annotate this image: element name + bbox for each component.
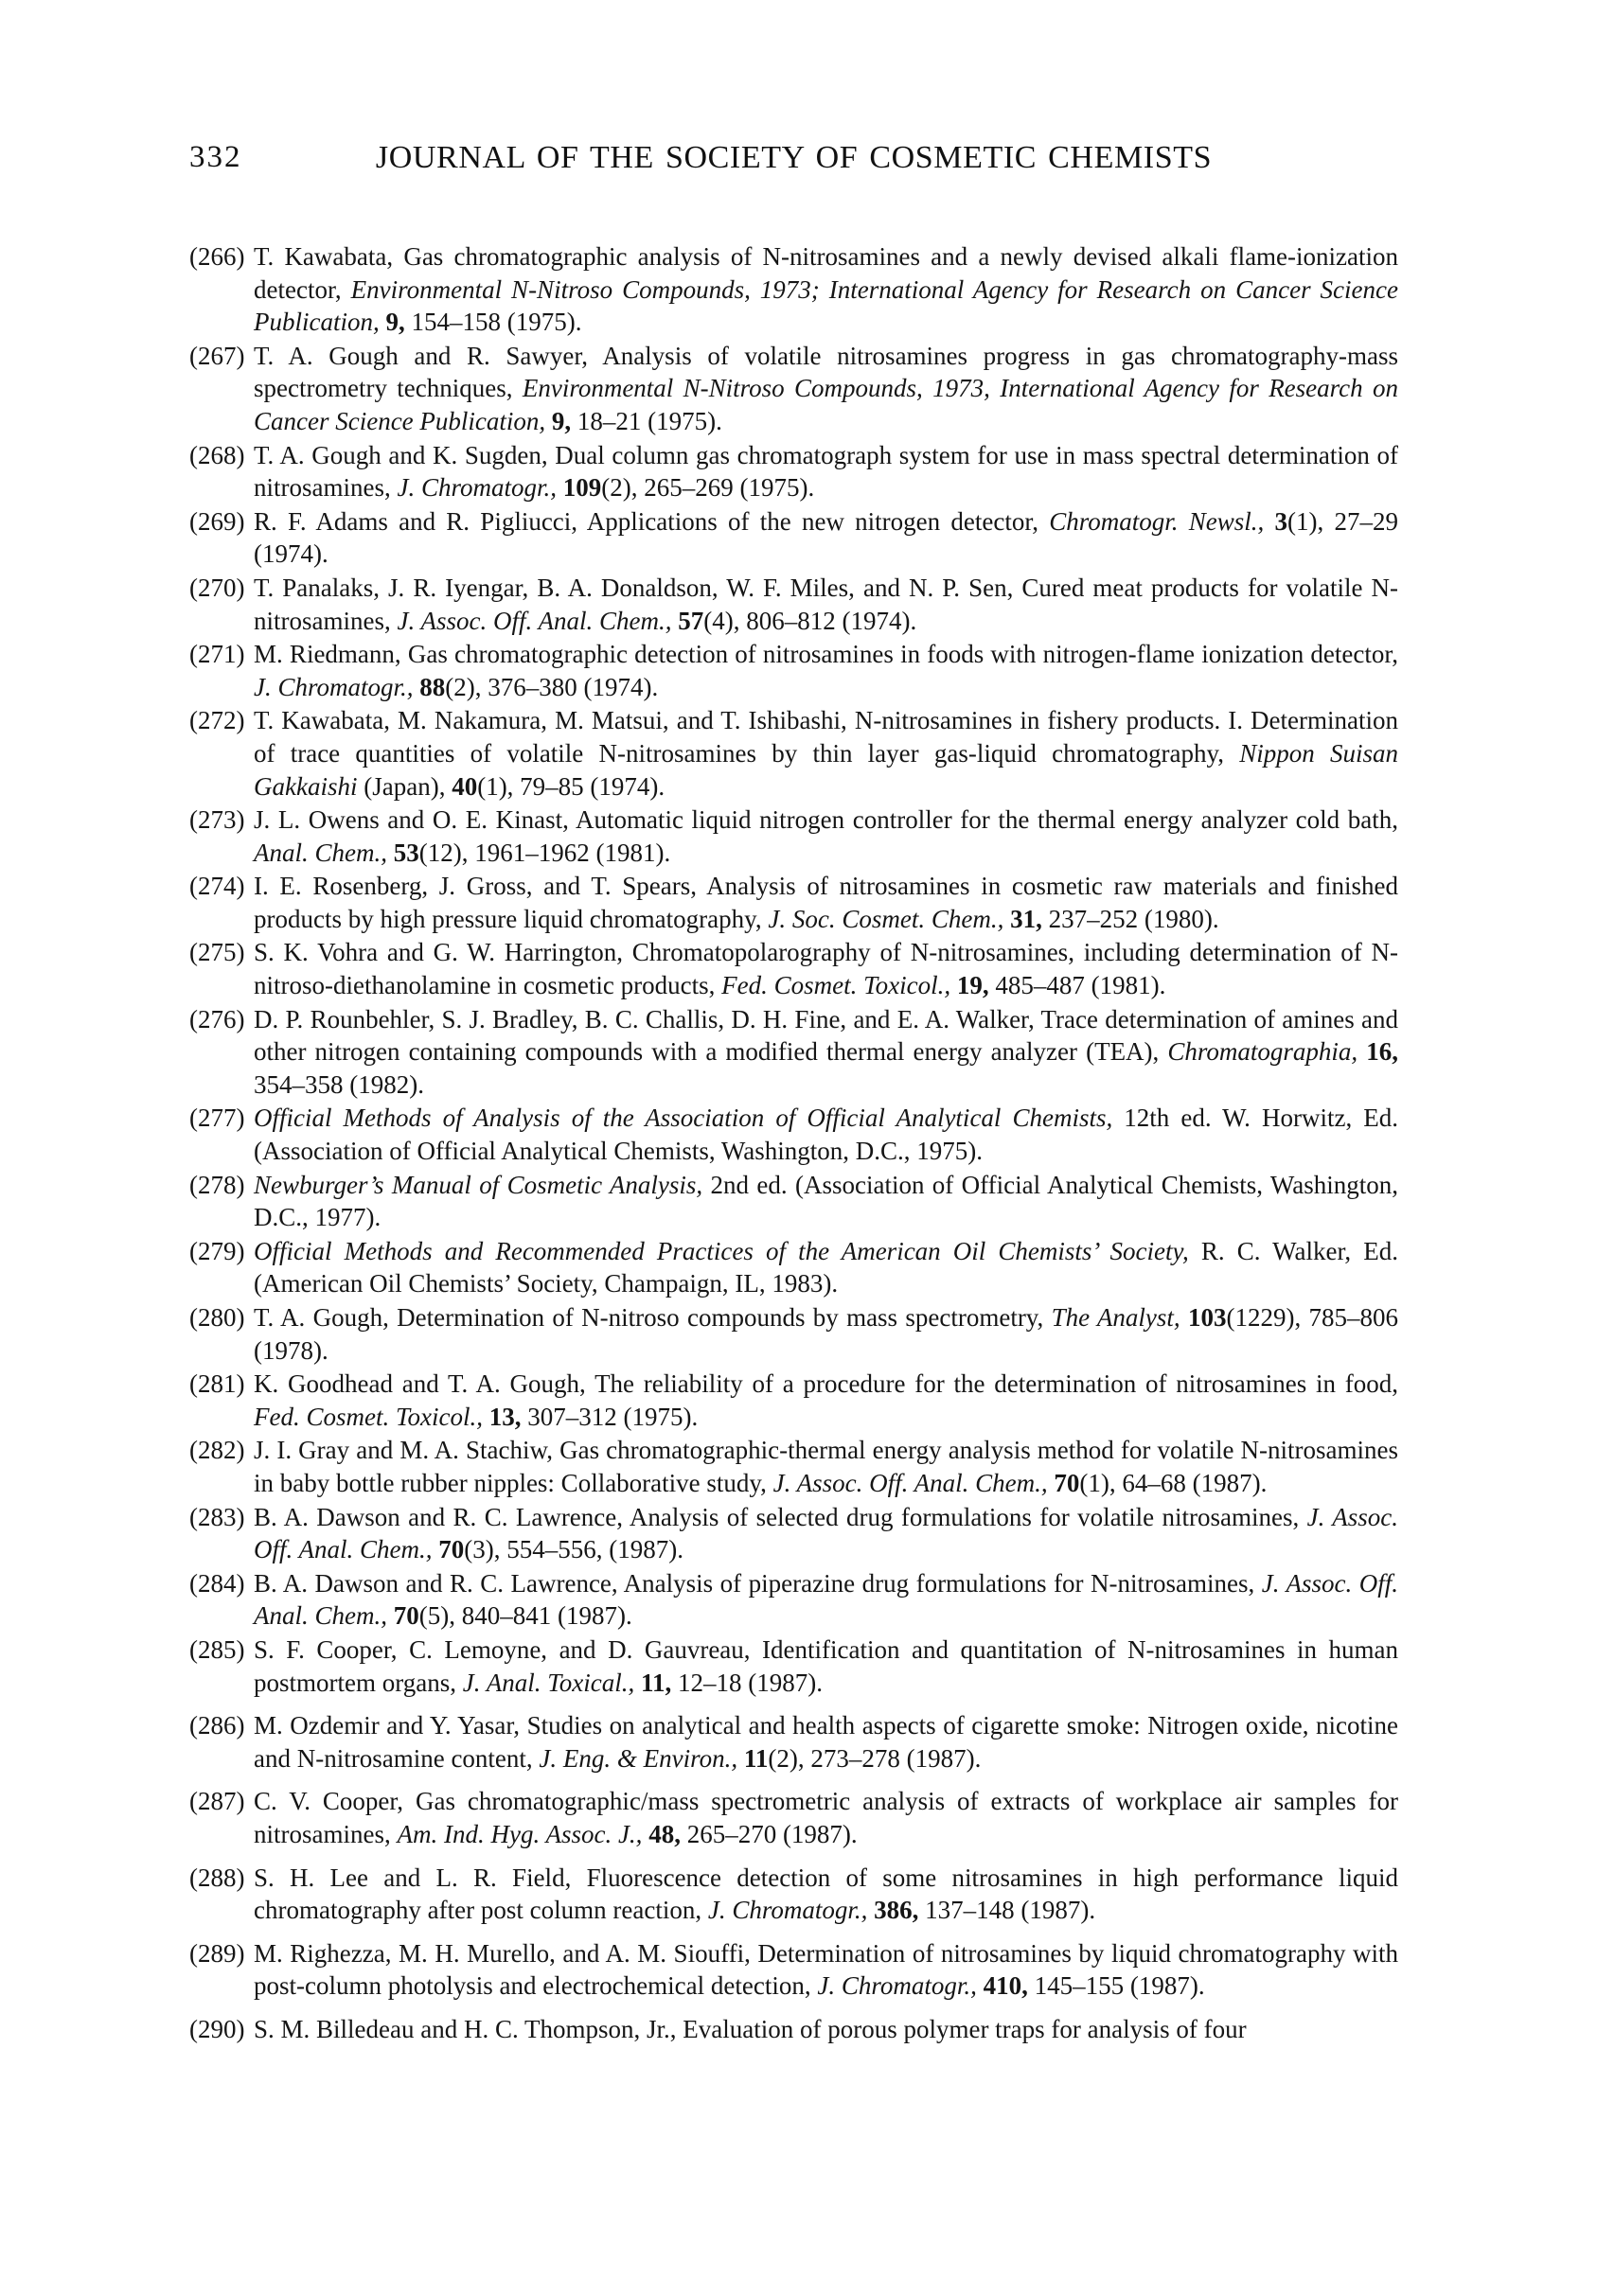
reference-text: (Japan), [357, 771, 452, 801]
reference-text: Chromatographia, [1167, 1037, 1358, 1067]
reference-text: (1), 64–68 (1987). [1079, 1468, 1268, 1497]
reference-text: T. Kawabata, Gas chromatographic analysis of N-nitrosamines and a newly devised alkali flame-ionization detector, [254, 242, 1398, 304]
reference-text: R. F. Adams and R. Pigliucci, Applications of the new nitrogen detector, [254, 506, 1050, 536]
reference-number: (278) [189, 1170, 245, 1199]
reference-number: (284) [189, 1568, 245, 1598]
reference-number: (280) [189, 1303, 245, 1332]
reference-text: M. Riedmann, Gas chromatographic detection of nitrosamines in foods with nitrogen-flame ionization detector, [254, 640, 1398, 669]
page-number: 332 [189, 140, 242, 174]
reference-text: 307–312 (1975). [521, 1402, 699, 1431]
reference-text: 137–148 (1987). [918, 1896, 1096, 1925]
journal-title: JOURNAL OF THE SOCIETY OF COSMETIC CHEMISTS [375, 140, 1213, 175]
reference-text: 13, [483, 1402, 522, 1431]
reference-entry [189, 1567, 1398, 1633]
reference-number: (272) [189, 706, 245, 735]
reference-entry [189, 936, 1398, 1001]
reference-text: J. Assoc. Off. Anal. Chem., [254, 1502, 1398, 1564]
reference-text: J. Anal. Toxical., [462, 1668, 635, 1697]
reference-text: B. A. Dawson and R. C. Lawrence, Analysis of piperazine drug formulations for N-nitrosamines, [254, 1568, 1262, 1598]
reference-text: (2), 376–380 (1974). [445, 672, 659, 701]
reference-number: (282) [189, 1436, 245, 1465]
reference-entry [189, 1709, 1398, 1775]
reference-text: 354–358 (1982). [254, 1069, 424, 1099]
reference-entry [189, 572, 1398, 637]
reference-text: 70 [1047, 1468, 1080, 1497]
reference-text: 2nd ed. (Association of Official Analytical Chemists, Washington, D.C., 1977). [254, 1170, 1398, 1232]
reference-entry [189, 240, 1398, 339]
reference-text: 53 [387, 838, 419, 867]
reference-number: (273) [189, 805, 245, 835]
reference-number: (287) [189, 1787, 245, 1816]
reference-text: 103 [1180, 1303, 1227, 1332]
reference-entry [189, 2013, 1398, 2046]
reference-entry [189, 1434, 1398, 1499]
reference-text: Nippon Suisan Gakkaishi [254, 738, 1398, 801]
reference-text: R. C. Walker, Ed. (American Oil Chemists’ Society, Champaign, IL, 1983). [254, 1236, 1398, 1298]
reference-number: (276) [189, 1004, 245, 1033]
reference-text: J. Assoc. Off. Anal. Chem., [772, 1468, 1048, 1497]
reference-text: J. Eng. & Environ., [539, 1743, 738, 1773]
reference-text: J. Assoc. Off. Anal. Chem., [397, 606, 672, 635]
reference-entry [189, 870, 1398, 935]
reference-entry [189, 1862, 1398, 1927]
reference-text: 9, [379, 308, 405, 337]
reference-text: 31, [1003, 904, 1042, 933]
reference-text: M. Ozdemir and Y. Yasar, Studies on analytical and health aspects of cigarette smoke: Nitrogen oxide, nicotine and N-nitrosamine content, [254, 1711, 1398, 1773]
reference-entry [189, 1102, 1398, 1167]
reference-text: 3 [1264, 506, 1288, 536]
reference-text: Chromatogr. Newsl., [1049, 506, 1265, 536]
reference-number: (274) [189, 872, 245, 901]
reference-entry [189, 1634, 1398, 1699]
reference-number: (286) [189, 1711, 245, 1740]
reference-text: 410, [976, 1971, 1028, 2001]
reference-text: J. L. Owens and O. E. Kinast, Automatic liquid nitrogen controller for the thermal energy analyzer cold bath, [254, 805, 1398, 835]
reference-entry [189, 638, 1398, 703]
reference-number: (268) [189, 440, 245, 469]
reference-number: (267) [189, 341, 245, 370]
reference-text: 154–158 (1975). [404, 308, 582, 337]
reference-text: 11, [634, 1668, 672, 1697]
reference-text: 237–252 (1980). [1041, 904, 1219, 933]
reference-number: (269) [189, 506, 245, 536]
page-header [189, 140, 1398, 175]
reference-text: (4), 806–812 (1974). [703, 606, 917, 635]
reference-text: Official Methods and Recommended Practices of the American Oil Chemists’ Society, [254, 1236, 1189, 1265]
reference-entry [189, 1235, 1398, 1300]
reference-entry [189, 1937, 1398, 2003]
reference-text: J. Chromatogr., [254, 672, 414, 701]
reference-text: Anal. Chem., [254, 838, 387, 867]
reference-text: Environmental N-Nitroso Compounds, 1973, International Agency for Research on Cancer Science Publication, [254, 374, 1398, 435]
reference-number: (279) [189, 1236, 245, 1265]
reference-text: 57 [671, 606, 704, 635]
reference-entry [189, 1169, 1398, 1234]
reference-entry [189, 804, 1398, 869]
reference-text: (2), 273–278 (1987). [768, 1743, 982, 1773]
reference-text: Fed. Cosmet. Toxicol., [254, 1402, 483, 1431]
reference-text: T. A. Gough and K. Sugden, Dual column gas chromatograph system for use in mass spectral determination of nitrosamines, [254, 440, 1398, 503]
reference-number: (270) [189, 573, 245, 602]
reference-entry [189, 704, 1398, 803]
reference-number: (271) [189, 640, 245, 669]
reference-text: 109 [557, 473, 602, 503]
reference-text: J. Assoc. Off. Anal. Chem., [254, 1568, 1399, 1631]
reference-entry [189, 1368, 1398, 1433]
reference-text: J. I. Gray and M. A. Stachiw, Gas chromatographic-thermal energy analysis method for volatile N-nitrosamines in baby bottle rubber nipples: Collaborative study, [254, 1436, 1398, 1497]
reference-text: S. H. Lee and L. R. Field, Fluorescence detection of some nitrosamines in high performance liquid chromatography after post column reaction, [254, 1863, 1398, 1925]
reference-text: 40 [452, 771, 478, 801]
reference-text: I. E. Rosenberg, J. Gross, and T. Spears, Analysis of nitrosamines in cosmetic raw materials and finished products by high pressure liquid chromatography, [254, 872, 1398, 933]
reference-text: C. V. Cooper, Gas chromatographic/mass spectrometric analysis of extracts of workplace air samples for nitrosamines, [254, 1787, 1398, 1848]
reference-number: (290) [189, 2014, 245, 2043]
reference-text: (1229), 785–806 (1978). [254, 1303, 1399, 1365]
reference-text: K. Goodhead and T. A. Gough, The reliability of a procedure for the determination of nitrosamines in food, [254, 1369, 1398, 1399]
reference-text: T. A. Gough, Determination of N-nitroso compounds by mass spectrometry, [254, 1303, 1052, 1332]
reference-text: 70 [432, 1535, 465, 1564]
reference-text: 9, [545, 406, 572, 435]
reference-number: (275) [189, 938, 245, 967]
reference-text: T. Kawabata, M. Nakamura, M. Matsui, and T. Ishibashi, N-nitrosamines in fishery products. I. Determination of trace quantities of volatile N-nitrosamines by thin layer gas-liquid chromatography, [254, 706, 1398, 768]
reference-text: 145–155 (1987). [1027, 1971, 1205, 2001]
reference-text: Environmental N-Nitroso Compounds, 1973; International Agency for Research on Cancer Science Publication, [254, 274, 1398, 337]
reference-text: T. Panalaks, J. R. Iyengar, B. A. Donaldson, W. F. Miles, and N. P. Sen, Cured meat products for volatile N-nitrosamines, [254, 573, 1398, 635]
reference-text: D. P. Rounbehler, S. J. Bradley, B. C. Challis, D. H. Fine, and E. A. Walker, Trace determination of amines and other nitrogen containing compounds with a modified thermal energy analyzer (TEA), [254, 1004, 1398, 1067]
reference-text: S. F. Cooper, C. Lemoyne, and D. Gauvreau, Identification and quantitation of N-nitrosamines in human postmortem organs, [254, 1634, 1398, 1697]
reference-text: 70 [387, 1601, 419, 1631]
reference-text: (3), 554–556, (1987). [464, 1535, 683, 1564]
reference-text: 88 [413, 672, 446, 701]
reference-text: (12), 1961–1962 (1981). [418, 838, 671, 867]
reference-text: 11 [737, 1743, 769, 1773]
reference-text: B. A. Dawson and R. C. Lawrence, Analysis of selected drug formulations for volatile nitrosamines, [254, 1502, 1307, 1531]
reference-text: Am. Ind. Hyg. Assoc. J., [397, 1819, 643, 1848]
reference-entry [189, 340, 1398, 438]
reference-text: J. Chromatogr., [397, 473, 557, 503]
reference-text: (1), 27–29 (1974). [254, 506, 1399, 569]
reference-text: 18–21 (1975). [571, 406, 722, 435]
reference-text: 12–18 (1987). [671, 1668, 823, 1697]
references-list [189, 240, 1398, 2045]
reference-text: 265–270 (1987). [680, 1819, 858, 1848]
reference-number: (266) [189, 242, 245, 271]
reference-entry [189, 1785, 1398, 1850]
reference-text: 386, [867, 1896, 919, 1925]
page-content [189, 140, 1398, 2046]
reference-text: J. Chromatogr., [817, 1971, 977, 2001]
reference-entry [189, 1003, 1398, 1102]
reference-text: (1), 79–85 (1974). [477, 771, 665, 801]
reference-number: (281) [189, 1369, 245, 1399]
reference-number: (289) [189, 1938, 245, 1968]
reference-text: 12th ed. W. Horwitz, Ed. (Association of Official Analytical Chemists, Washington, D.C., 1975). [254, 1104, 1398, 1166]
reference-entry [189, 505, 1398, 571]
reference-text: T. A. Gough and R. Sawyer, Analysis of volatile nitrosamines progress in gas chromatography-mass spectrometry techniques, [254, 341, 1398, 403]
reference-text: J. Chromatogr., [707, 1896, 868, 1925]
reference-number: (288) [189, 1863, 245, 1892]
reference-text: 48, [642, 1819, 681, 1848]
reference-text: Official Methods of Analysis of the Association of Official Analytical Chemists, [254, 1104, 1113, 1133]
reference-text: The Analyst, [1051, 1303, 1180, 1332]
reference-text: 16, [1357, 1037, 1399, 1067]
reference-text: 19, [950, 971, 989, 1000]
reference-text: (2), 265–269 (1975). [601, 473, 815, 503]
reference-text: Newburger’s Manual of Cosmetic Analysis, [254, 1170, 703, 1199]
reference-text: J. Soc. Cosmet. Chem., [768, 904, 1004, 933]
reference-text: 485–487 (1981). [988, 971, 1166, 1000]
reference-number: (285) [189, 1634, 245, 1664]
reference-text: Fed. Cosmet. Toxicol., [721, 971, 951, 1000]
reference-text: S. K. Vohra and G. W. Harrington, Chromatopolarography of N-nitrosamines, including determination of N-nitroso-diethanolamine in cosmetic products, [254, 938, 1398, 1000]
reference-entry [189, 1501, 1398, 1566]
reference-number: (283) [189, 1502, 245, 1531]
reference-text: (5), 840–841 (1987). [418, 1601, 632, 1631]
reference-entry [189, 439, 1398, 504]
reference-text: S. M. Billedeau and H. C. Thompson, Jr., Evaluation of porous polymer traps for analysis of four [254, 2014, 1247, 2043]
reference-entry [189, 1301, 1398, 1367]
reference-text: M. Righezza, M. H. Murello, and A. M. Siouffi, Determination of nitrosamines by liquid chromatography with post-column photolysis and electrochemical detection, [254, 1938, 1398, 2001]
reference-number: (277) [189, 1104, 245, 1133]
